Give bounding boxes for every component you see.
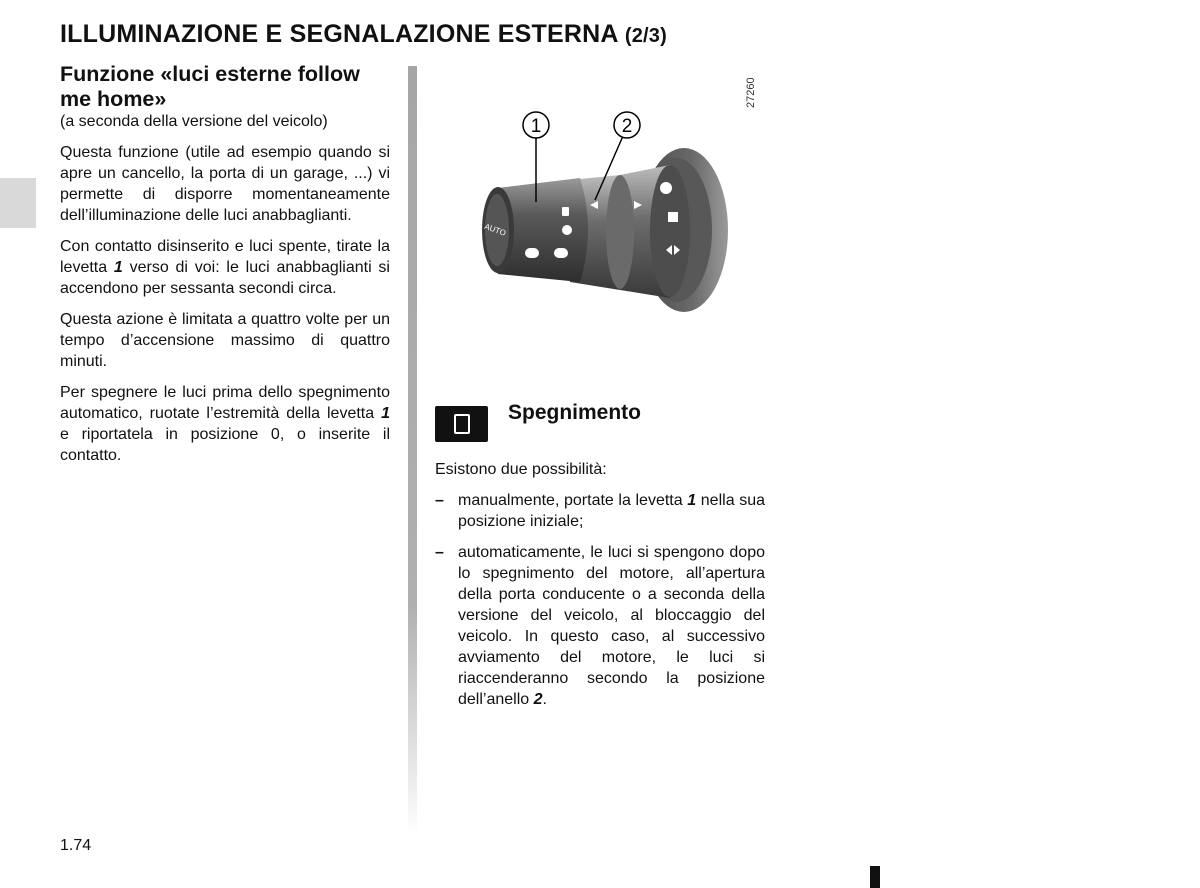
lever-ref-1: 1 bbox=[687, 492, 697, 509]
paragraph-2-text-b: verso di voi: le luci anabbaglianti si accendono per sessanta secondi circa. bbox=[60, 259, 390, 297]
dipped-beam-icon bbox=[525, 248, 539, 258]
bullet-manual bbox=[435, 490, 765, 532]
left-column bbox=[60, 62, 390, 476]
lever-ref-1: 1 bbox=[381, 405, 390, 422]
section-tab-marker bbox=[0, 178, 36, 228]
switch-off-heading: Spegnimento bbox=[508, 401, 642, 424]
bullet-dash: – bbox=[435, 492, 444, 509]
bullet-manual-text-a: manualmente, portate la levetta bbox=[458, 492, 688, 509]
bullet-automatic-text bbox=[458, 542, 765, 710]
paragraph-4-text-a: Per spegnere le luci prima dello spegnimento automatico, ruotate l’estremità della levetta bbox=[60, 384, 390, 422]
lever-ref-1: 1 bbox=[113, 259, 123, 276]
sidelight-icon bbox=[562, 225, 572, 235]
page-edge-marker bbox=[870, 866, 880, 888]
version-note: (a seconda della versione del veicolo) bbox=[60, 113, 328, 130]
bullet-automatic-text-a: automaticamente, le luci si spengono dopo lo spegnimento del motore, all’apertura della porta conducente o a seconda della versione del veicolo, al bloccaggio del veicolo. In questo caso, al successivo avviamento del motore, le luci si riaccenderanno secondo la posizione dell’anello bbox=[458, 544, 765, 708]
lights-off-icon bbox=[435, 406, 488, 442]
right-column bbox=[435, 459, 765, 720]
bullet-automatic-text-b: . bbox=[542, 691, 547, 708]
page-title bbox=[60, 20, 667, 49]
figure-code: 27260 bbox=[745, 77, 757, 108]
bullet-dash: – bbox=[435, 544, 444, 561]
stalk-drawing bbox=[470, 70, 770, 340]
paragraph-2 bbox=[60, 236, 390, 299]
bullet-manual-text-b: nella sua posizione iniziale; bbox=[458, 492, 766, 530]
title-text: ILLUMINAZIONE E SEGNALAZIONE ESTERNA bbox=[60, 20, 618, 48]
position-zero-symbol bbox=[454, 414, 470, 434]
lighting-stalk-illustration bbox=[470, 70, 770, 340]
paragraph-4-text-b: e riportatela in posizione 0, o inserite il contatto. bbox=[60, 426, 390, 464]
title-page-indicator: (2/3) bbox=[624, 25, 667, 47]
paragraph-1: Questa funzione (utile ad esempio quando si apre un cancello, la porta di un garage, ...) vi permette di disporre momentaneamente dell’illuminazione delle luci anabbaglianti. bbox=[60, 144, 390, 224]
paragraph-3: Questa azione è limitata a quattro volte per un tempo d’accensione massimo di quattro minuti. bbox=[60, 311, 390, 370]
callout-1-label: 1 bbox=[530, 116, 542, 137]
fog-light-front-icon bbox=[660, 182, 672, 194]
parking-light-icon bbox=[562, 207, 569, 216]
paragraph-4 bbox=[60, 382, 390, 466]
bullet-manual-text bbox=[458, 490, 765, 532]
column-divider bbox=[408, 66, 417, 836]
main-beam-icon bbox=[554, 248, 568, 258]
paragraph-2-text-a: Con contatto disinserito e luci spente, tirate la levetta bbox=[60, 238, 390, 276]
callout-2-label: 2 bbox=[621, 116, 633, 137]
ring-ref-2: 2 bbox=[533, 691, 543, 708]
page-number: 1.74 bbox=[60, 837, 92, 854]
auto-label: AUTO bbox=[483, 221, 508, 238]
fog-light-rear-icon bbox=[668, 212, 678, 222]
follow-me-home-heading: Funzione «luci esterne follow me home» bbox=[60, 62, 360, 111]
intro-text: Esistono due possibilità: bbox=[435, 461, 607, 478]
bullet-automatic bbox=[435, 542, 765, 710]
